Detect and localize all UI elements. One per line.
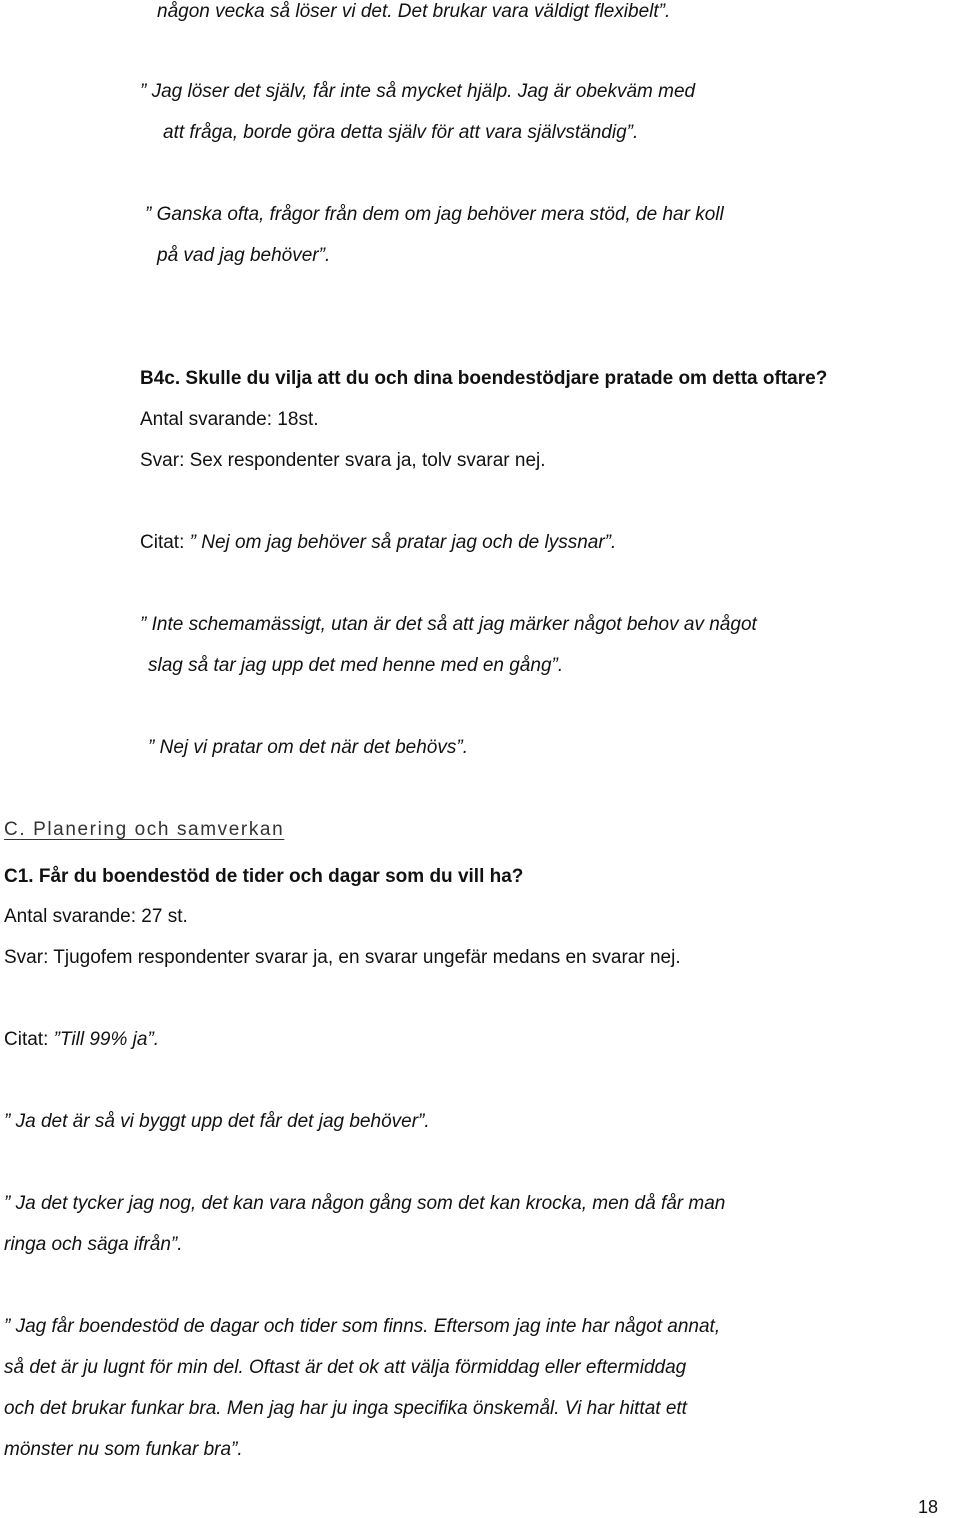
quote-line: på vad jag behöver”. [157, 245, 331, 266]
question-c1: C1. Får du boendestöd de tider och dagar som du vill ha? [4, 866, 524, 887]
quote-line: att fråga, borde göra detta själv för att vara självständig”. [163, 122, 639, 143]
quote-line: ” Jag får boendestöd de dagar och tider som finns. Eftersom jag inte har något annat, [4, 1316, 721, 1337]
quote-line: slag så tar jag upp det med henne med en gång”. [148, 655, 564, 676]
quote-line: ” Ja det är så vi byggt upp det får det jag behöver”. [4, 1111, 430, 1132]
quote-line: mönster nu som funkar bra”. [4, 1439, 243, 1460]
quote-line: och det brukar funkar bra. Men jag har ju inga specifika önskemål. Vi har hittat ett [4, 1398, 687, 1419]
respondent-count: Antal svarande: 18st. [140, 409, 319, 430]
quote-line: så det är ju lugnt för min del. Oftast är det ok att välja förmiddag eller eftermiddag [4, 1357, 687, 1378]
citat-row [4, 1028, 159, 1052]
quote-line: ringa och säga ifrån”. [4, 1234, 183, 1255]
citat-label: Citat: [140, 532, 185, 553]
citat-quote: ”Till 99% ja”. [53, 1029, 160, 1050]
section-heading: C. Planering och samverkan [4, 819, 285, 840]
citat-row [140, 531, 616, 555]
page-number: 18 [917, 1497, 938, 1517]
citat-label: Citat: [4, 1029, 49, 1050]
quote-line: ” Ja det tycker jag nog, det kan vara någon gång som det kan krocka, men då får man [4, 1193, 726, 1214]
quote-line: ” Ganska ofta, frågor från dem om jag behöver mera stöd, de har koll [145, 204, 724, 225]
citat-quote: ” Nej om jag behöver så pratar jag och de lyssnar”. [189, 532, 617, 553]
answer-summary: Svar: Tjugofem respondenter svarar ja, en svarar ungefär medans en svarar nej. [4, 947, 681, 968]
answer-summary: Svar: Sex respondenter svara ja, tolv svarar nej. [140, 450, 546, 471]
quote-line: ” Inte schemamässigt, utan är det så att jag märker något behov av något [140, 614, 757, 635]
respondent-count: Antal svarande: 27 st. [4, 906, 188, 927]
quote-line: någon vecka så löser vi det. Det brukar vara väldigt flexibelt”. [157, 1, 671, 22]
question-b4c: B4c. Skulle du vilja att du och dina boendestödjare pratade om detta oftare? [140, 368, 828, 389]
quote-line: ” Jag löser det själv, får inte så mycket hjälp. Jag är obekväm med [140, 81, 696, 102]
quote-line: ” Nej vi pratar om det när det behövs”. [148, 737, 468, 758]
